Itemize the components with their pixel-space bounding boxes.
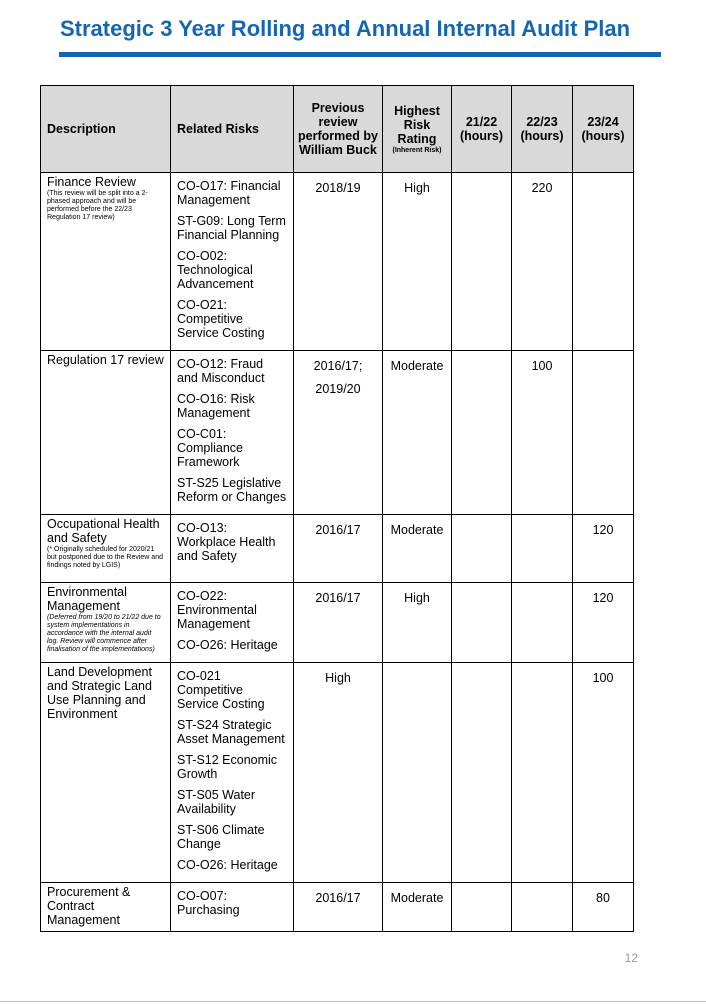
column-header-21-22: 21/22 (hours): [452, 86, 512, 173]
hours-23-24-cell: [573, 351, 634, 515]
hours-21-22-cell: [452, 173, 512, 351]
previous-review-cell: [294, 883, 383, 932]
hours-22-23-cell: 220: [512, 173, 573, 351]
hours-23-24-cell: 120: [573, 583, 634, 663]
hours-23-24-cell: 80: [573, 883, 634, 932]
related-risks-cell: [171, 883, 294, 932]
hours-23-24-cell: 120: [573, 515, 634, 583]
previous-review-cell: [294, 173, 383, 351]
previous-review-cell: [294, 515, 383, 583]
column-header-description: Description: [41, 86, 171, 173]
related-risks-cell: [171, 515, 294, 583]
previous-review-cell: [294, 351, 383, 515]
hours-23-24-cell: 100: [573, 663, 634, 883]
table-row: [41, 583, 634, 663]
related-risk-item: CO-C01: Compliance Framework: [177, 427, 244, 469]
related-risk-item: CO-021 Competitive Service Costing: [177, 669, 265, 711]
description-cell: [41, 663, 171, 883]
column-header-22-23: 22/23 (hours): [512, 86, 573, 173]
table-row: [41, 515, 634, 583]
related-risks-cell: [171, 583, 294, 663]
previous-review-cell: [294, 583, 383, 663]
description-cell: [41, 515, 171, 583]
related-risk-item: CO-O13: Workplace Health and Safety: [177, 521, 276, 563]
table-header-row: [41, 86, 634, 173]
hours-22-23-cell: [512, 583, 573, 663]
table-body: [41, 173, 634, 932]
related-risk-item: CO-O12: Fraud and Misconduct: [177, 357, 265, 385]
related-risk-item: CO-O02: Technological Advancement: [177, 249, 254, 291]
previous-review-value: 2019/20: [315, 382, 361, 396]
description-title: Land Development and Strategic Land Use Planning and Environment: [47, 665, 152, 721]
previous-review-value: 2016/17: [315, 591, 361, 605]
related-risk-item: ST-S12 Economic Growth: [177, 753, 278, 781]
related-risk-item: ST-S06 Climate Change: [177, 823, 265, 851]
description-cell: [41, 583, 171, 663]
inherent-risk-label: (Inherent Risk): [392, 146, 442, 154]
related-risks-cell: [171, 351, 294, 515]
hours-21-22-cell: [452, 515, 512, 583]
highest-risk-label: Highest Risk Rating: [394, 103, 440, 146]
risk-rating-cell: [383, 663, 452, 883]
related-risks-cell: [171, 173, 294, 351]
description-cell: [41, 173, 171, 351]
related-risk-item: CO-O16: Risk Management: [177, 392, 255, 420]
hours-23-24-cell: [573, 173, 634, 351]
hours-22-23-cell: [512, 883, 573, 932]
previous-review-value: 2018/19: [315, 181, 361, 195]
audit-plan-table: [40, 85, 634, 932]
previous-review-value: 2016/17: [315, 891, 361, 905]
description-title: Regulation 17 review: [47, 353, 164, 367]
risk-rating-cell: High: [383, 583, 452, 663]
title-divider: [59, 52, 661, 57]
table-row: [41, 663, 634, 883]
description-note: (* Originally scheduled for 2020/21 but postponed due to the Review and findings noted by LGIS): [47, 546, 163, 569]
risk-rating-cell: Moderate: [383, 515, 452, 583]
hours-21-22-cell: [452, 883, 512, 932]
risk-rating-cell: Moderate: [383, 883, 452, 932]
hours-22-23-cell: [512, 515, 573, 583]
table-row: [41, 351, 634, 515]
related-risk-item: CO-O26: Heritage: [177, 638, 278, 652]
related-risks-cell: [171, 663, 294, 883]
hours-22-23-cell: 100: [512, 351, 573, 515]
description-cell: [41, 351, 171, 515]
column-header-highest-risk: [383, 86, 452, 173]
column-header-previous-review: Previous review performed by William Buck: [294, 86, 383, 173]
previous-review-value: 2016/17: [315, 523, 361, 537]
hours-21-22-cell: [452, 663, 512, 883]
related-risk-item: CO-O22: Environmental Management: [177, 589, 257, 631]
description-note: (This review will be split into a 2-phased approach and will be performed before the 22/23 Regulation 17 review): [47, 190, 148, 221]
related-risk-item: CO-O21: Competitive Service Costing: [177, 298, 265, 340]
column-header-related-risks: Related Risks: [171, 86, 294, 173]
hours-22-23-cell: [512, 663, 573, 883]
risk-rating-cell: High: [383, 173, 452, 351]
related-risk-item: ST-S24 Strategic Asset Management: [177, 718, 285, 746]
description-title: Finance Review: [47, 175, 136, 189]
previous-review-cell: [294, 663, 383, 883]
column-header-23-24: 23/24 (hours): [573, 86, 634, 173]
description-title: Occupational Health and Safety: [47, 517, 160, 545]
risk-rating-cell: Moderate: [383, 351, 452, 515]
related-risk-item: CO-O26: Heritage: [177, 858, 278, 872]
description-title: Procurement & Contract Management: [47, 885, 131, 927]
table-row: [41, 883, 634, 932]
related-risk-item: CO-O17: Financial Management: [177, 179, 281, 207]
related-risk-item: ST-S25 Legislative Reform or Changes: [177, 476, 287, 504]
related-risk-item: ST-G09: Long Term Financial Planning: [177, 214, 286, 242]
description-cell: [41, 883, 171, 932]
previous-review-value: High: [325, 671, 351, 685]
related-risk-item: CO-O07: Purchasing: [177, 889, 240, 917]
page-number: 12: [624, 951, 638, 965]
hours-21-22-cell: [452, 351, 512, 515]
previous-review-value: 2016/17;: [313, 359, 363, 373]
page-title: Strategic 3 Year Rolling and Annual Internal Audit Plan: [60, 16, 631, 41]
table-row: [41, 173, 634, 351]
description-note: (Deferred from 19/20 to 21/22 due to system implementations in accordance with the internal audit log. Review will commence after finalisation of the implementations): [47, 614, 161, 653]
description-title: Environmental Management: [47, 585, 127, 613]
page-bottom-divider: [0, 1001, 706, 1002]
related-risk-item: ST-S05 Water Availability: [177, 788, 256, 816]
hours-21-22-cell: [452, 583, 512, 663]
